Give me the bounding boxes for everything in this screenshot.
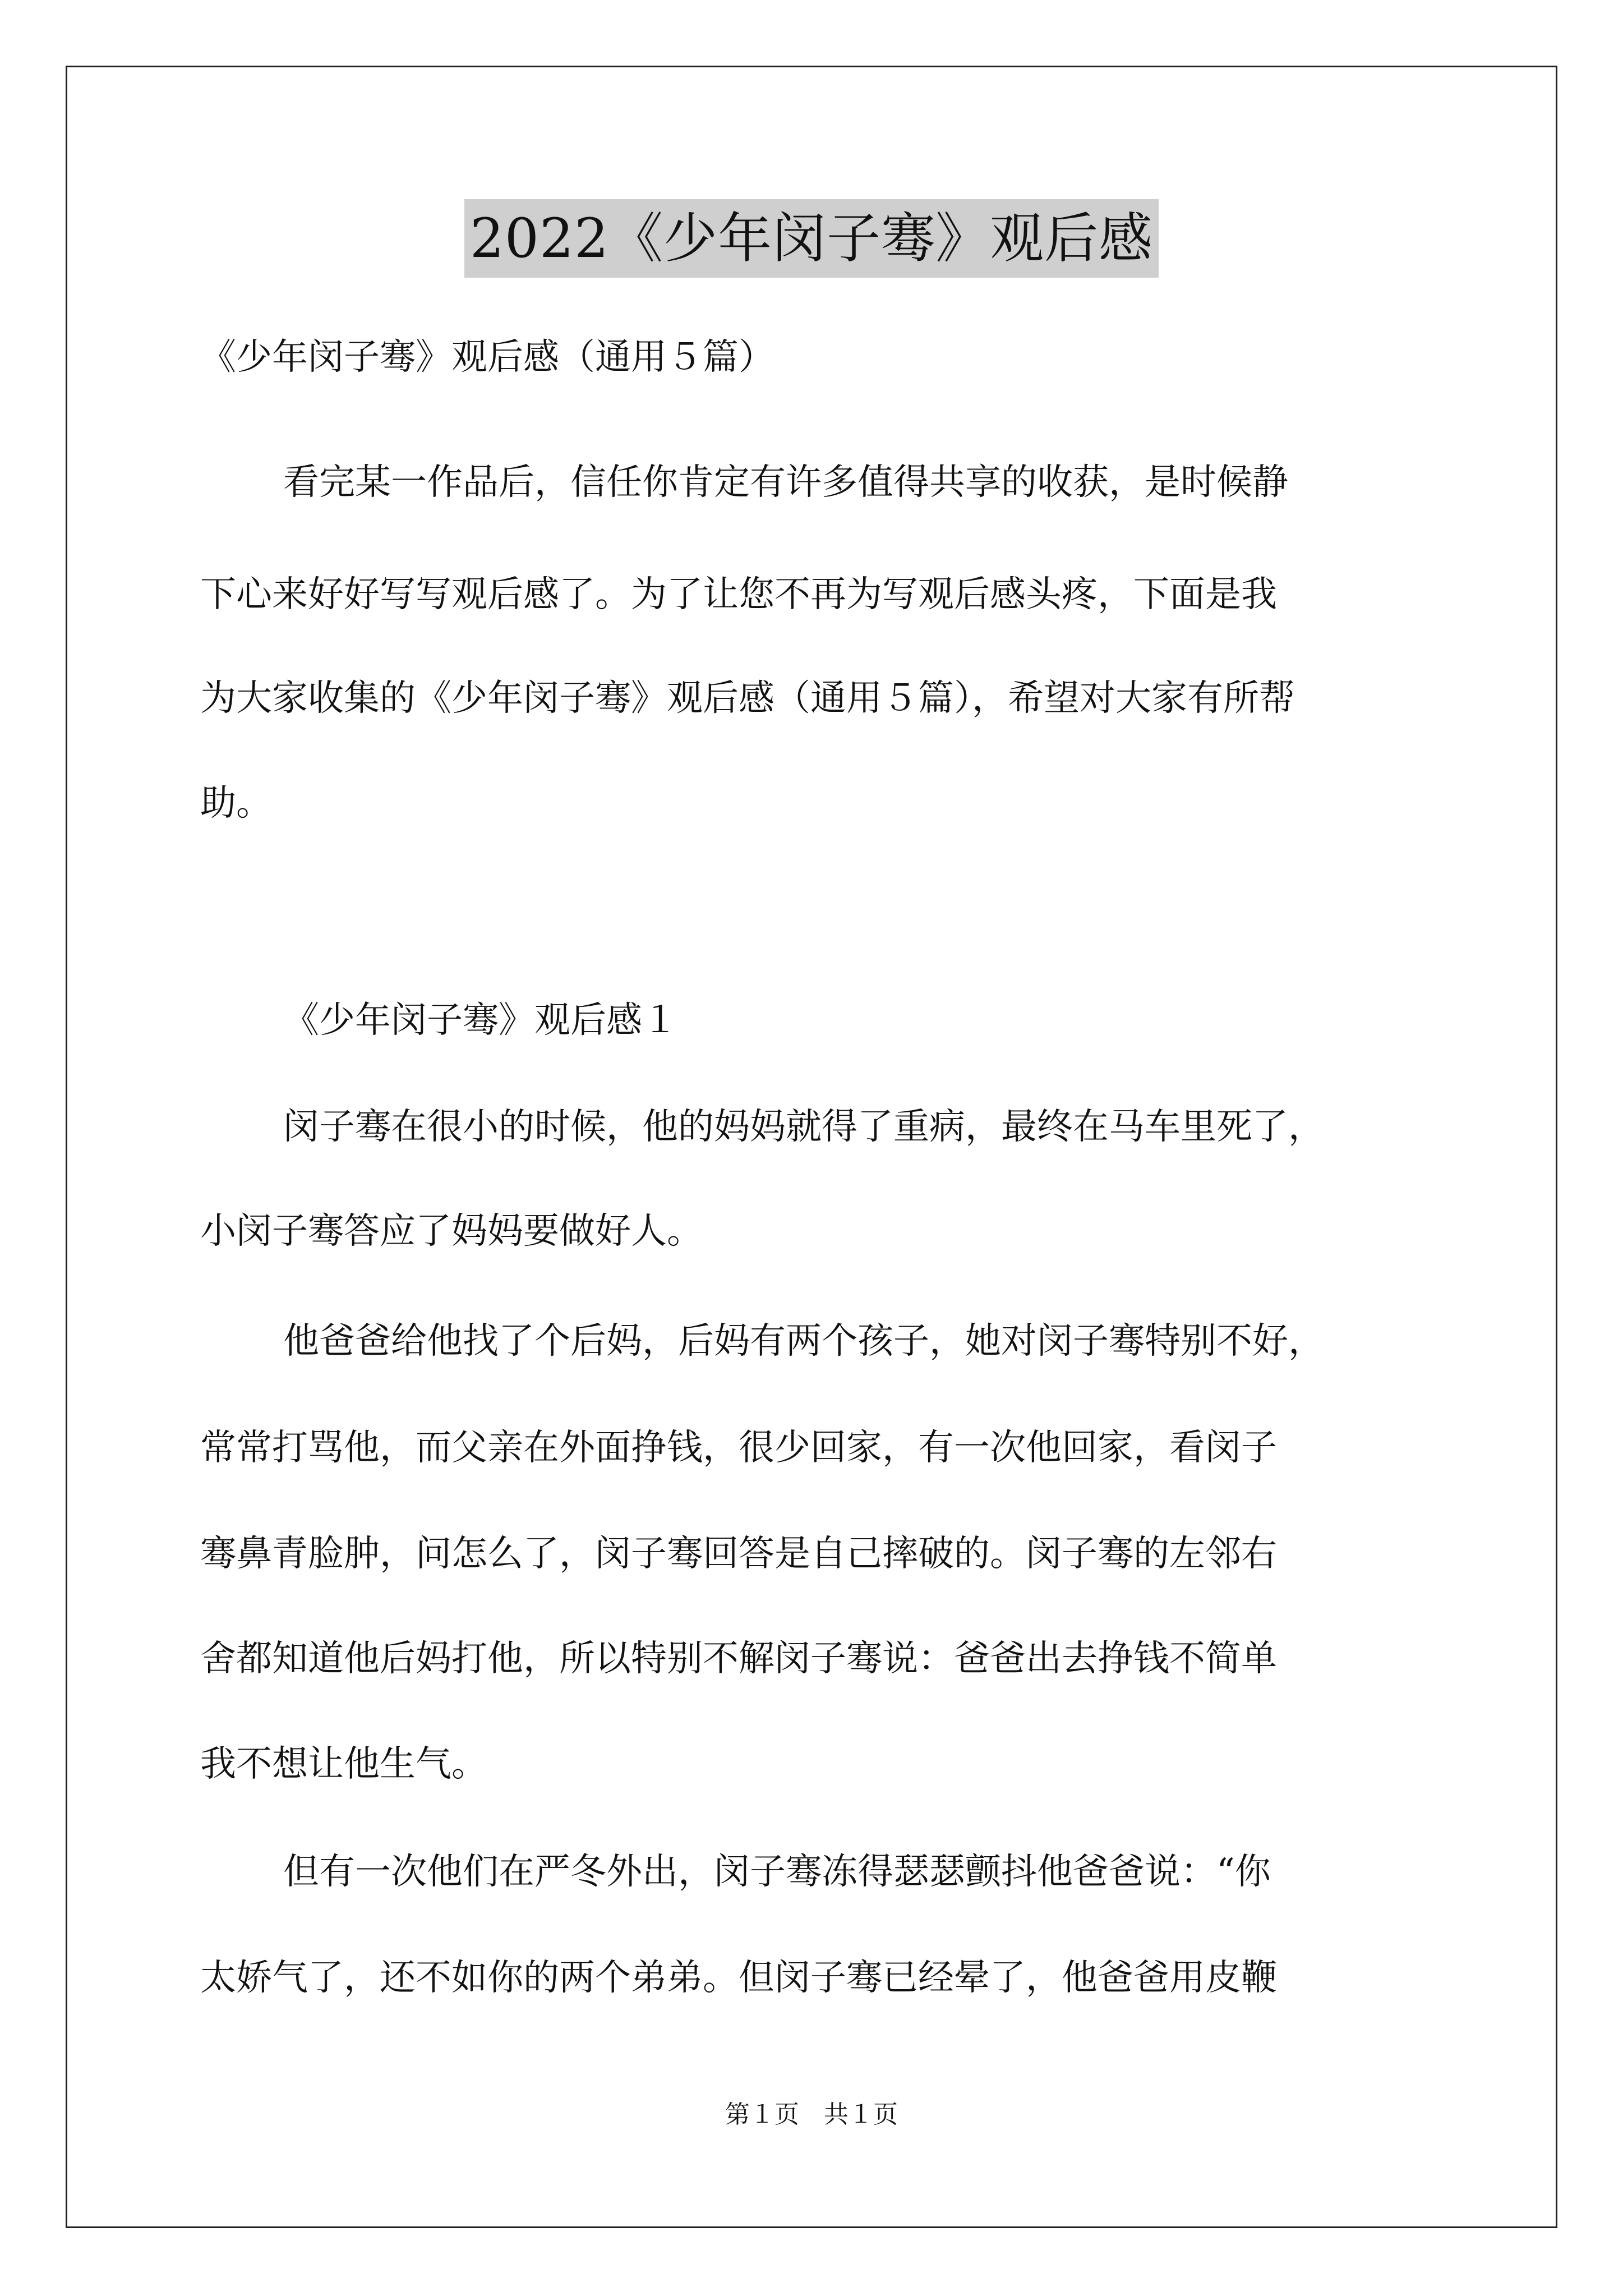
body-line: 闵子骞在很小的时候，他的妈妈就得了重病，最终在马车里死了， (283, 1106, 1324, 1148)
body-line: 舍都知道他后妈打他，所以特别不解闵子骞说：爸爸出去挣钱不简单 (200, 1638, 1277, 1680)
subtitle-line: 《少年闵子骞》观后感（通用５篇） (200, 337, 774, 378)
document-title: 2022《少年闵子骞》观后感 (464, 199, 1159, 278)
body-line: 但有一次他们在严冬外出，闵子骞冻得瑟瑟颤抖他爸爸说：“你 (283, 1851, 1271, 1893)
body-line: 我不想让他生气。 (200, 1743, 487, 1785)
section-heading: 《少年闵子骞》观后感１ (283, 1000, 678, 1041)
body-line: 他爸爸给他找了个后妈，后妈有两个孩子，她对闵子骞特别不好， (283, 1320, 1324, 1362)
body-line: 看完某一作品后，信任你肯定有许多值得共享的收获，是时候静 (283, 462, 1288, 503)
page-footer: 第１页 共１页 (725, 2100, 898, 2129)
body-line: 助。 (200, 783, 272, 824)
body-line: 太娇气了，还不如你的两个弟弟。但闵子骞已经晕了，他爸爸用皮鞭 (200, 1957, 1277, 1999)
title-container (0, 199, 1623, 278)
body-line: 骞鼻青脸肿，问怎么了，闵子骞回答是自己摔破的。闵子骞的左邻右 (200, 1533, 1277, 1575)
body-line: 下心来好好写写观后感了。为了让您不再为写观后感头疼，下面是我 (200, 574, 1277, 615)
body-line: 小闵子骞答应了妈妈要做好人。 (200, 1211, 703, 1252)
body-line: 为大家收集的《少年闵子骞》观后感（通用５篇），希望对大家有所帮 (200, 678, 1295, 719)
body-line: 常常打骂他，而父亲在外面挣钱，很少回家，有一次他回家，看闵子 (200, 1427, 1277, 1469)
